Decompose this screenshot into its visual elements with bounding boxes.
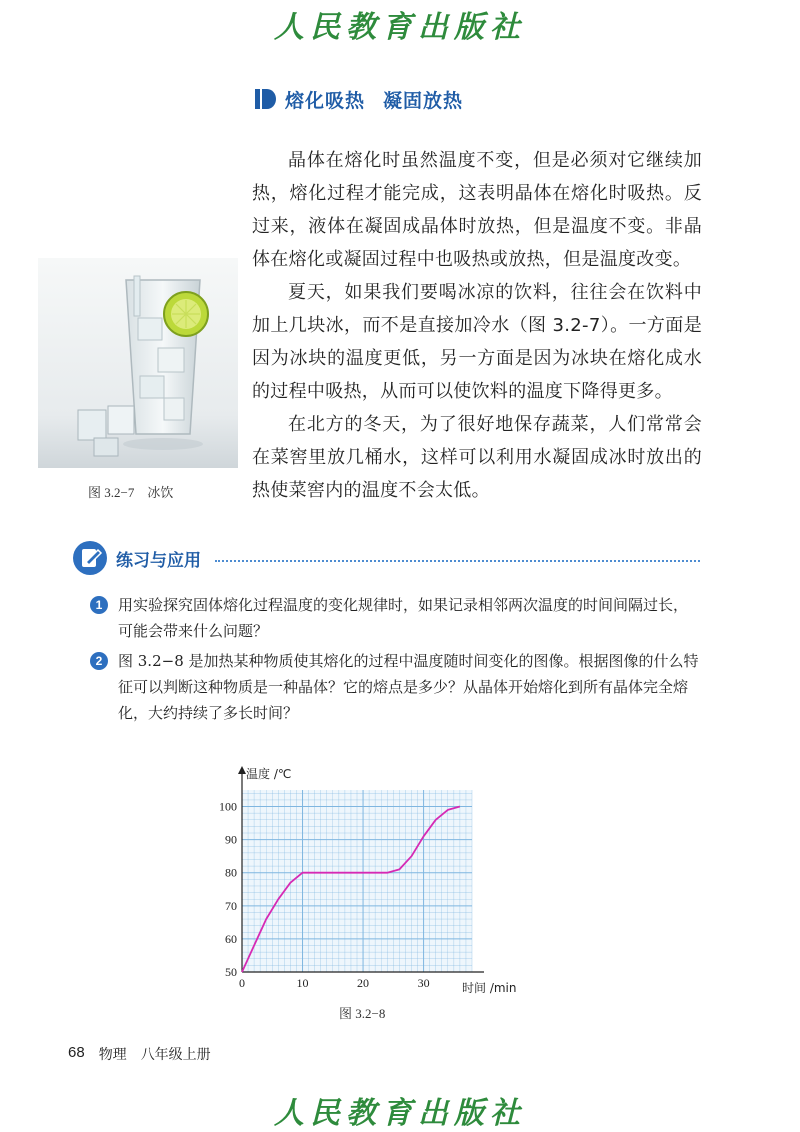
question-number-badge: 2 [90,652,108,670]
publisher-logo-top: 人民教育出版社 [274,10,526,45]
section-heading [255,86,463,112]
iced-drink-photo [38,258,238,468]
publisher-logo-bottom: 人民教育出版社 [274,1096,526,1131]
exercise-question [90,592,700,644]
section-title-melting: 熔化吸热 [285,89,366,112]
book-grade: 八年级上册 [140,1047,211,1063]
y-tick-label: 90 [225,832,237,847]
exercise-question [90,648,700,726]
paragraph: 夏天，如果我们要喝冰凉的饮料，往往会在饮料中加上几块冰，而不是直接加冷水（图 3.2-7）。一方面是因为冰块的温度更低，另一方面是因为冰块在熔化成水的过程中吸热，从而可以使饮料的温度下降得更多。 [252,282,702,402]
question-text: 图 3.2−8 是加热某种物质使其熔化的过程中温度随时间变化的图像。根据图像的什么特征可以判断这种物质是一种晶体？它的熔点是多少？从晶体开始熔化到所有晶体完全熔化，大约持续了多长时间？ [118,652,699,722]
body-text [252,144,702,507]
page-number: 68 [68,1044,85,1061]
paragraph: 晶体在熔化时虽然温度不变，但是必须对它继续加热，熔化过程才能完成，这表明晶体在熔化时吸热。反过来，液体在凝固成晶体时放热，但是温度不变。非晶体在熔化或凝固过程中也吸热或放热，但是温度改变。 [252,150,702,270]
figure-caption: 图 3.2−8 [339,1006,386,1021]
y-tick-label: 80 [225,865,237,880]
dotted-divider [215,560,700,562]
photo-caption: 图 3.2−7 冰饮 [88,485,174,500]
y-axis-label: 温度 /℃ [246,767,292,781]
section-title-solidifying: 凝固放热 [383,89,464,112]
exercise-header [72,535,700,581]
y-tick-label: 100 [219,799,237,814]
exercise-title: 练习与应用 [116,550,201,571]
question-text: 用实验探究固体熔化过程温度的变化规律时，如果记录相邻两次温度的时间间隔过长，可能会带来什么问题？ [118,596,689,640]
page-footer [68,1044,211,1064]
x-axis-label: 时间 /min [462,981,517,995]
book-subject: 物理 [98,1047,127,1063]
y-tick-label: 50 [225,965,237,979]
y-tick-label: 60 [225,931,237,946]
temperature-time-chart [210,760,530,1000]
x-tick-label: 30 [417,976,430,990]
x-tick-label: 0 [239,976,245,990]
paragraph: 在北方的冬天，为了很好地保存蔬菜，人们常常会在菜窖里放几桶水，这样可以利用水凝固成冰时放出的热使菜窖内的温度不会太低。 [252,414,702,501]
y-tick-label: 70 [225,898,237,913]
exercise-pen-icon [72,540,108,576]
section-marker-icon [255,89,277,109]
x-tick-label: 20 [357,976,370,990]
question-number-badge: 1 [90,596,108,614]
y-axis-arrow-icon [238,766,246,774]
x-tick-label: 10 [296,976,309,990]
